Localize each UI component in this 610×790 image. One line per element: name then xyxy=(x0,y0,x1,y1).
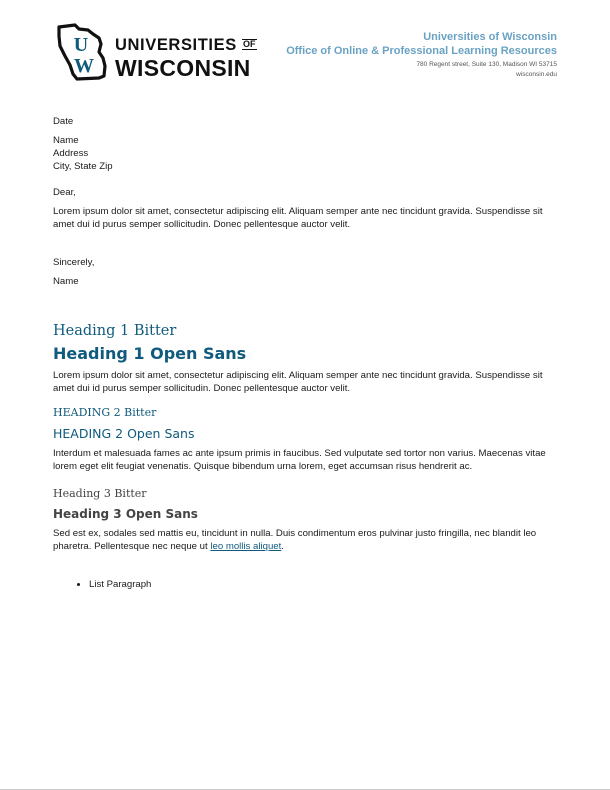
letter-content xyxy=(53,115,558,591)
svg-text:U: U xyxy=(73,34,89,56)
paragraph-4-text: Sed est ex, sodales sed mattis eu, tincidunt in nulla. Duis condimentum eros pulvinar justo fringilla, nec blandit leo pharetra. Pellentesque nec neque ut xyxy=(53,528,537,552)
org-office: Office of Online & Professional Learning Resources xyxy=(286,45,557,57)
paragraph-4-end: . xyxy=(281,541,284,552)
body-paragraph-1: Lorem ipsum dolor sit amet, consectetur adipiscing elit. Aliquam semper ante nec tincidunt gravida. Suspendisse sit amet dui id purus semper sollicitudin. Donec pellentesque auctor velit. xyxy=(53,206,543,230)
date-field: Date xyxy=(53,116,74,127)
recipient-address: Address xyxy=(53,148,89,159)
org-name: Universities of Wisconsin xyxy=(423,31,557,43)
logo-text-of: OF xyxy=(243,39,256,49)
list-item: • List Paragraph xyxy=(89,578,558,591)
closing: Sincerely, xyxy=(53,257,95,268)
body-paragraph-3: Interdum et malesuada fames ac ante ipsum primis in faucibus. Sed vulputate sed tortor non varius. Maecenas vitae lorem eget elit feugiat venenatis. Quisque bibendum urna lorem, eget accumsan risus hendrerit ac. xyxy=(53,448,546,472)
body-paragraph-2: Lorem ipsum dolor sit amet, consectetur adipiscing elit. Aliquam semper ante nec tincidunt gravida. Suspendisse sit amet dui id purus semper sollicitudin. Donec pellentesque auctor velit. xyxy=(53,370,543,394)
uw-logo xyxy=(55,22,265,82)
wisconsin-state-icon xyxy=(55,22,111,82)
org-website: wisconsin.edu xyxy=(516,71,557,78)
organization-block xyxy=(286,30,557,79)
svg-text:W: W xyxy=(74,55,94,77)
heading-1-open-sans: Heading 1 Open Sans xyxy=(53,344,247,363)
body-paragraph-4 xyxy=(53,527,558,553)
bullet-list xyxy=(53,578,558,591)
logo-text-universities: UNIVERSITIES xyxy=(115,36,237,54)
org-address: 780 Regent street, Suite 130, Madison WI 53715 xyxy=(416,61,557,68)
heading-1-bitter: Heading 1 Bitter xyxy=(53,323,177,339)
heading-2-open-sans: HEADING 2 Open Sans xyxy=(53,426,195,441)
recipient-city: City, State Zip xyxy=(53,161,113,172)
heading-2-bitter: HEADING 2 Bitter xyxy=(53,406,157,419)
heading-3-bitter: Heading 3 Bitter xyxy=(53,487,147,500)
heading-3-open-sans: Heading 3 Open Sans xyxy=(53,507,198,521)
signature-name: Name xyxy=(53,276,79,287)
greeting: Dear, xyxy=(53,187,76,198)
recipient-name: Name xyxy=(53,135,79,146)
sample-link[interactable]: leo mollis aliquet xyxy=(210,541,282,552)
logo-text-wisconsin: WISCONSIN xyxy=(115,55,251,81)
